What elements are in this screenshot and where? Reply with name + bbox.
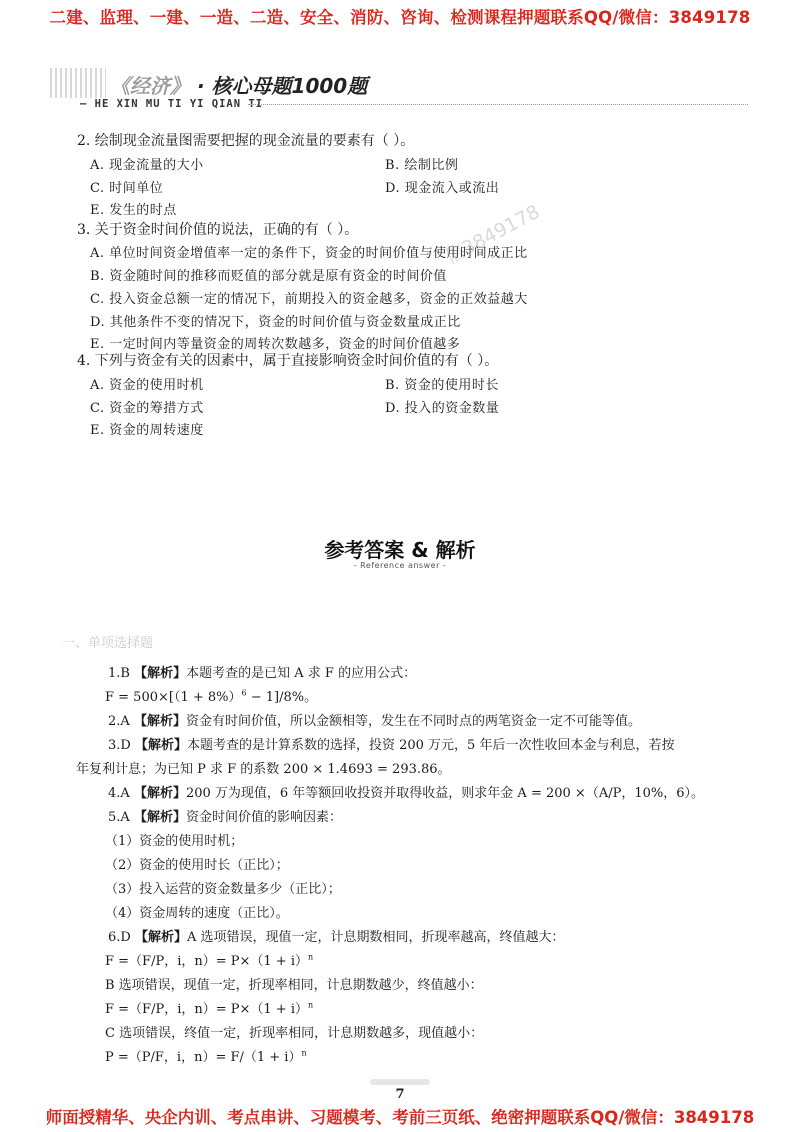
answer-5-item-4: （4）资金周转的速度（正比）。 xyxy=(105,906,289,921)
page-number-decoration xyxy=(370,1079,430,1085)
diagonal-watermark: 信3849178 xyxy=(441,200,544,269)
question-4-option-e: E. 资金的周转速度 xyxy=(90,423,204,438)
book-title-dot: · xyxy=(196,74,205,98)
answer-4-text: 200 万为现值，6 年等额回收投资并取得收益，则求年金 A = 200 ×（A/P，10%，6）。 xyxy=(185,786,704,801)
question-4-option-a: A. 资金的使用时机 xyxy=(90,378,204,393)
book-title-main: 核心母题1000题 xyxy=(211,74,368,98)
answer-6 xyxy=(108,926,565,945)
answer-3-text: 本题考查的是计算系数的选择，投资 200 万元，5 年后一次性收回本金与利息，若按 xyxy=(186,738,675,753)
answer-5-label: 5.A xyxy=(108,810,130,825)
analysis-tag: 【解析】 xyxy=(133,810,186,825)
question-2-option-d: D. 现金流入或流出 xyxy=(385,181,500,196)
answer-6-formula-3: P =（P/F，i，$n)= F/(1 + i)^n$ xyxy=(105,1048,307,1065)
page-header xyxy=(50,60,750,118)
book-title xyxy=(110,70,367,99)
answer-6-label: 6.D xyxy=(108,930,131,945)
question-2-stem: 2. 绘制现金流量图需要把握的现金流量的要素有（ ）。 xyxy=(77,133,415,149)
answer-2-text: 资金有时间价值，所以金额相等，发生在不同时点的两笔资金一定不可能等值。 xyxy=(185,714,641,729)
page-number: 7 xyxy=(395,1087,405,1102)
answer-1-label: 1.B xyxy=(108,666,130,681)
answer-3-label: 3.D xyxy=(108,738,131,753)
analysis-tag: 【解析】 xyxy=(134,666,187,681)
analysis-tag: 【解析】 xyxy=(133,714,186,729)
answer-5-text: 资金时间价值的影响因素： xyxy=(185,810,342,825)
analysis-tag: 【解析】 xyxy=(133,786,186,801)
book-subtitle: — HE XIN MU TI YI QIAN TI xyxy=(80,98,264,110)
answer-6-formula-2: F =（F/P，i，$n)= P\times(1 + i)^n$ xyxy=(105,1000,314,1017)
question-2-option-b: B. 绘制比例 xyxy=(385,158,459,173)
question-4-option-c: C. 资金的筹措方式 xyxy=(90,401,204,416)
reference-title: 参考答案 & 解析 xyxy=(324,538,476,562)
analysis-tag: 【解析】 xyxy=(134,738,187,753)
answer-4-label: 4.A xyxy=(108,786,130,801)
question-4-option-b: B. 资金的使用时长 xyxy=(385,378,499,393)
answer-5-item-1: （1）资金的使用时机； xyxy=(105,834,244,849)
answer-5-item-3: （3）投入运营的资金数量多少（正比）； xyxy=(105,882,341,897)
answer-3 xyxy=(108,734,674,753)
question-3-option-b: B. 资金随时间的推移而贬值的部分就是原有资金的时间价值 xyxy=(90,269,447,284)
reference-subtitle: - Reference answer - xyxy=(353,561,447,570)
answer-2-label: 2.A xyxy=(108,714,130,729)
question-2-option-e: E. 发生的时点 xyxy=(90,203,177,218)
answer-6-formula-1: F =（F/P，i，$n)= P\times(1 + i)^n$ xyxy=(105,952,314,969)
book-title-subject: 《经济》 xyxy=(110,74,190,98)
answer-3-continuation: 年复利计息；为已知 P 求 F 的系数 200 × 1.4693 = 293.86。 xyxy=(76,762,451,777)
question-2-option-a: A. 现金流量的大小 xyxy=(90,158,204,173)
answer-1-text: 本题考查的是已知 A 求 F 的应用公式： xyxy=(186,666,417,681)
answer-5-item-2: （2）资金的使用时长（正比）； xyxy=(105,858,289,873)
bottom-promo-banner: 师面授精华、央企内训、考点串讲、习题模考、考前三页纸、绝密押题联系QQ/微信：3849178 xyxy=(45,1108,755,1127)
header-divider xyxy=(248,104,748,105)
answer-2 xyxy=(108,710,641,729)
question-3-option-a: A. 单位时间资金增值率一定的条件下，资金的时间价值与使用时间成正比 xyxy=(90,246,528,261)
analysis-tag: 【解析】 xyxy=(134,930,187,945)
top-promo-banner: 二建、监理、一建、一造、二造、安全、消防、咨询、检测课程押题联系QQ/微信：3849178 xyxy=(49,8,751,27)
answer-1-formula: $F = 500\times[(1 + 8\%)^6 - 1]/8\%$。 xyxy=(105,688,318,705)
question-4-option-d: D. 投入的资金数量 xyxy=(385,401,500,416)
answer-6-option-b-note: B 选项错误，现值一定，折现率相同，计息期数越少，终值越小： xyxy=(105,978,483,993)
answer-6-text: A 选项错误，现值一定，计息期数相同，折现率越高，终值越大： xyxy=(186,930,565,945)
answer-6-option-c-note: C 选项错误，终值一定，折现率相同，计息期数越多，现值越小： xyxy=(105,1026,484,1041)
question-3-option-c: C. 投入资金总额一定的情况下，前期投入的资金越多，资金的正效益越大 xyxy=(90,292,528,307)
answer-1 xyxy=(108,662,416,681)
question-3-stem: 3. 关于资金时间价值的说法，正确的有（ ）。 xyxy=(77,222,359,238)
question-2-option-c: C. 时间单位 xyxy=(90,181,164,196)
question-3-option-e: E. 一定时间内等量资金的周转次数越多，资金的时间价值越多 xyxy=(90,337,461,352)
answer-5 xyxy=(108,806,342,825)
question-3-option-d: D. 其他条件不变的情况下，资金的时间价值与资金数量成正比 xyxy=(90,315,461,330)
section-heading: 一、单项选择题 xyxy=(62,636,154,651)
answer-4 xyxy=(108,782,704,801)
question-4-stem: 4. 下列与资金有关的因素中，属于直接影响资金时间价值的有（ ）。 xyxy=(77,353,499,369)
header-stripe-decoration xyxy=(50,68,106,98)
